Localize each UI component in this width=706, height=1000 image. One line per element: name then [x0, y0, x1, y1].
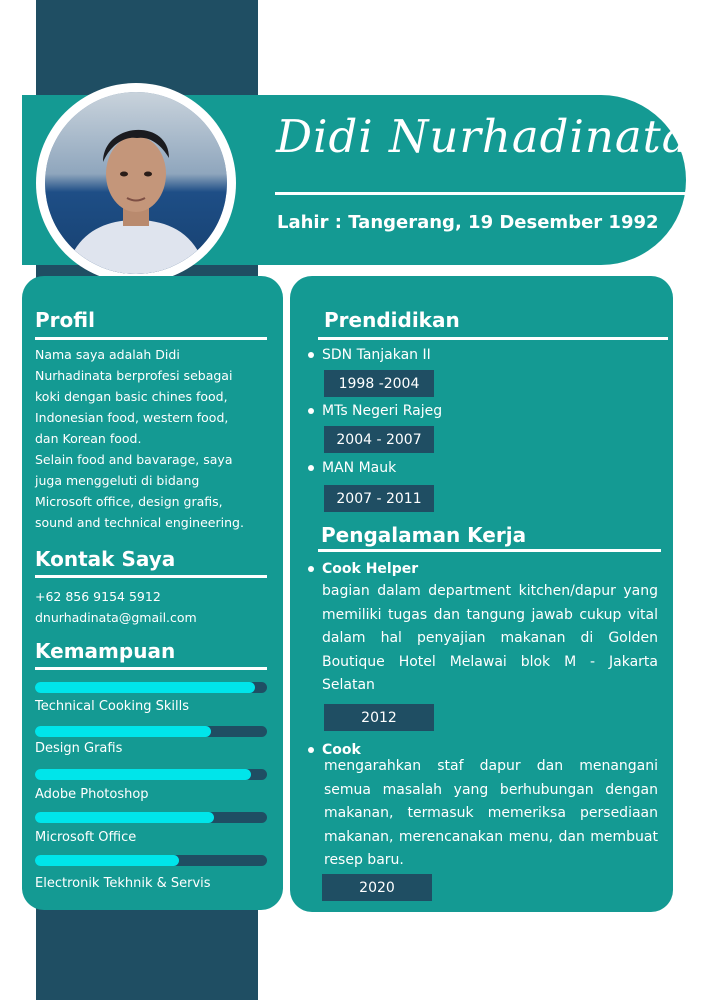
contact-phone: +62 856 9154 5912 [35, 589, 161, 604]
job-title [308, 561, 418, 577]
education-years: 2007 - 2011 [324, 485, 434, 512]
education-school: SDN Tanjakan II [322, 347, 431, 363]
education-years: 2004 - 2007 [324, 426, 434, 453]
kemampuan-divider [35, 667, 267, 670]
skill-bar-fill [35, 855, 179, 866]
skill-label: Electronik Tekhnik & Servis [35, 876, 211, 891]
job-description: bagian dalam department kitchen/dapur yang memiliki tugas dan tangung jawab cukup vital dalam hal penyajian makanan di Golden Boutique Hotel Melawai blok M - Jakarta Selatan [322, 583, 658, 693]
job-year: 2020 [322, 874, 432, 901]
profile-photo [45, 92, 227, 274]
skill-bar-fill [35, 769, 251, 780]
profil-line: Nama saya adalah Didi [35, 347, 180, 362]
skill-bar-fill [35, 812, 214, 823]
bullet-dot-icon [308, 747, 314, 753]
profil-line: dan Korean food. [35, 431, 142, 446]
education-item [308, 460, 396, 476]
profil-line: Selain food and bavarage, saya [35, 452, 233, 467]
education-years: 1998 -2004 [324, 370, 434, 397]
pendidikan-heading: Prendidikan [324, 308, 460, 332]
kontak-heading: Kontak Saya [35, 547, 176, 571]
profil-line: koki dengan basic chines food, [35, 389, 228, 404]
education-item [308, 403, 442, 419]
pengalaman-divider [318, 549, 661, 552]
bullet-dot-icon [308, 465, 314, 471]
education-school: MTs Negeri Rajeg [322, 403, 443, 419]
skill-bar-fill [35, 726, 211, 737]
education-school: MAN Mauk [322, 460, 397, 476]
skill-bar [35, 726, 267, 737]
skill-bar [35, 855, 267, 866]
profil-line: juga menggeluti di bidang [35, 473, 200, 488]
bullet-dot-icon [308, 352, 314, 358]
education-item [308, 347, 431, 363]
skill-bar [35, 682, 267, 693]
skill-label: Design Grafis [35, 741, 123, 756]
profil-line: Indonesian food, western food, [35, 410, 229, 425]
skill-bar-fill [35, 682, 255, 693]
skill-label: Microsoft Office [35, 830, 137, 845]
kontak-divider [35, 575, 267, 578]
profil-line: Nurhadinata berprofesi sebagai [35, 368, 233, 383]
profil-line: sound and technical engineering. [35, 515, 244, 530]
job-description: mengarahkan staf dapur dan menangani semua masalah yang berhubungan dengan makanan, termasuk memeriksa persediaan makanan, merencanakan menu, dan membuat resep baru. [324, 758, 658, 868]
job-year: 2012 [324, 704, 434, 731]
pendidikan-divider [318, 337, 668, 340]
contact-email: dnurhadinata@gmail.com [35, 610, 197, 625]
skill-bar [35, 769, 267, 780]
profil-heading: Profil [35, 308, 95, 332]
candidate-name: Didi Nurhadinata [276, 110, 690, 163]
bullet-dot-icon [308, 566, 314, 572]
profil-line: Microsoft office, design grafis, [35, 494, 223, 509]
skill-label: Adobe Photoshop [35, 787, 149, 802]
job-title-text: Cook [322, 742, 361, 758]
kemampuan-heading: Kemampuan [35, 639, 176, 663]
birth-info: Lahir : Tangerang, 19 Desember 1992 [277, 212, 659, 233]
profil-divider [35, 337, 267, 340]
profil-text [35, 344, 275, 533]
bullet-dot-icon [308, 408, 314, 414]
job-title-text: Cook Helper [322, 561, 419, 577]
header-divider [275, 192, 685, 195]
pengalaman-heading: Pengalaman Kerja [321, 523, 527, 547]
skill-label: Technical Cooking Skills [35, 699, 189, 714]
skill-bar [35, 812, 267, 823]
